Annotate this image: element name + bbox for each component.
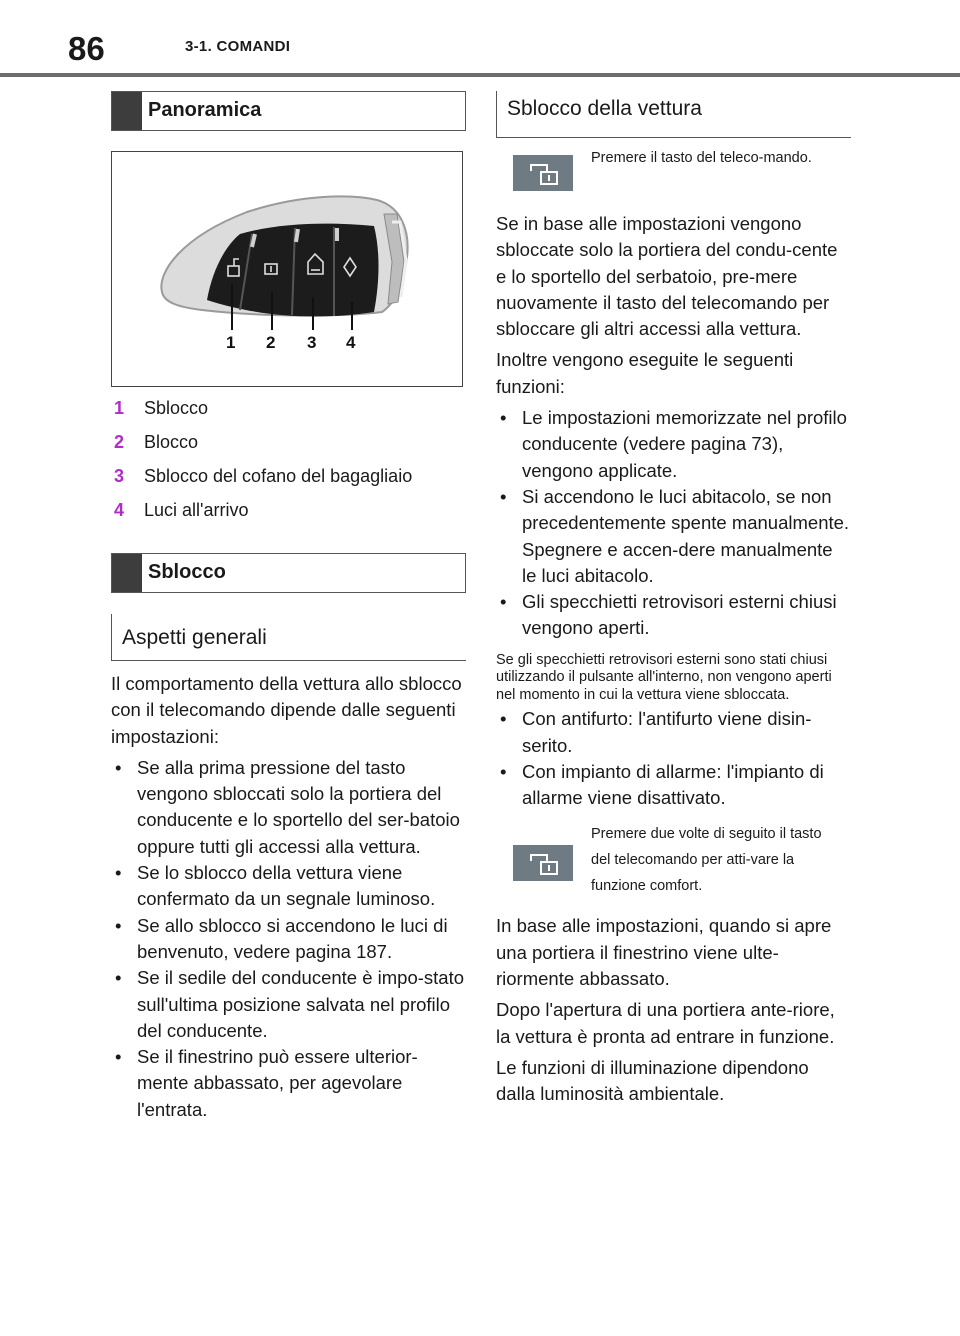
legend-label: Sblocco — [144, 398, 209, 418]
list-item: • Se il finestrino può essere ulterior-mente abbassato, per agevolare l'entrata. — [111, 1044, 466, 1123]
list-item: • Si accendono le luci abitacolo, se non precedentemente spente manualmente. Spegnere e accen-dere manualmente le luci abitacolo. — [496, 484, 851, 589]
legend-number: 1 — [114, 398, 125, 418]
list-item: • Gli specchietti retrovisori esterni chiusi vengono aperti. — [496, 589, 851, 642]
intro-paragraph: Il comportamento della vettura allo sblocco con il telecomando dipende dalle seguenti impostazioni: — [111, 673, 462, 747]
callout-2: 2 — [266, 333, 276, 352]
alarm-list — [496, 706, 851, 811]
callout-1: 1 — [226, 333, 236, 352]
legend-item — [111, 463, 466, 497]
right-column — [496, 91, 851, 1113]
paragraph: Le funzioni di illuminazione dipendono dalla luminosità ambientale. — [496, 1056, 809, 1105]
key-instruction-text: Premere due volte di seguito il tasto del telecomando per atti-vare la funzione comfort. — [591, 826, 822, 895]
section-title: Sblocco — [148, 561, 226, 583]
paragraph: Inoltre vengono eseguite le seguenti funzioni: — [496, 349, 794, 397]
list-item: • Se lo sblocco della vettura viene confermato da un segnale luminoso. — [111, 860, 466, 913]
callout-4: 4 — [346, 333, 356, 352]
subsection-aspetti-generali — [111, 614, 466, 661]
subsection-title: Sblocco della vettura — [507, 97, 702, 120]
key-instruction — [496, 821, 851, 905]
key-fob-illustration — [112, 152, 462, 386]
left-column — [111, 91, 466, 1123]
paragraph: Se in base alle impostazioni vengono sbloccate solo la portiera del condu-cente e lo sportello del serbatoio, pre-mere nuovamente il tasto del telecomando per sbloccare gli altri accessi alla vettura. — [496, 213, 838, 340]
list-item: • Se il sedile del conducente è impo-stato sull'ultima posizione salvata nel profilo del conducente. — [111, 965, 466, 1044]
section-title: Panoramica — [148, 99, 262, 121]
section-sblocco — [111, 553, 466, 593]
chapter-title: 3-1. COMANDI — [185, 38, 291, 55]
subsection-sblocco-vettura — [496, 91, 851, 138]
note-text: Se gli specchietti retrovisori esterni sono stati chiusi utilizzando il pulsante all'interno, non vengono aperti nel momento in cui la vettura viene sbloccata. — [496, 651, 832, 703]
legend-item — [111, 429, 466, 463]
list-item: • Le impostazioni memorizzate nel profilo conducente (vedere pagina 73), vengono applicate. — [496, 405, 851, 484]
key-fob-figure — [111, 151, 463, 387]
unlock-key-icon — [513, 845, 573, 881]
list-item: • Con antifurto: l'antifurto viene disin-serito. — [496, 706, 851, 759]
settings-list — [111, 755, 466, 1123]
list-item: • Se allo sblocco si accendono le luci di benvenuto, vedere pagina 187. — [111, 913, 466, 966]
page-number: 86 — [68, 30, 105, 67]
legend-label: Blocco — [144, 432, 199, 452]
key-instruction — [496, 145, 851, 205]
legend-item — [111, 395, 466, 429]
legend-number: 2 — [114, 432, 125, 452]
subsection-title: Aspetti generali — [122, 626, 267, 649]
legend-label: Sblocco del cofano del bagagliaio — [144, 466, 413, 486]
legend-label: Luci all'arrivo — [144, 500, 249, 520]
header-divider — [0, 73, 960, 77]
unlock-key-icon — [513, 155, 573, 191]
legend-item — [111, 497, 466, 531]
section-panoramica — [111, 91, 466, 131]
legend-number: 3 — [114, 466, 125, 486]
functions-list — [496, 405, 851, 642]
list-item: • Se alla prima pressione del tasto vengono sbloccati solo la portiera del conducente e lo sportello del ser-batoio oppure tutti gli accessi alla vettura. — [111, 755, 466, 860]
paragraph: Dopo l'apertura di una portiera ante-riore, la vettura è pronta ad entrare in funzione. — [496, 999, 835, 1047]
list-item: • Con impianto di allarme: l'impianto di allarme viene disattivato. — [496, 759, 851, 812]
legend-number: 4 — [114, 500, 125, 520]
figure-legend — [111, 395, 466, 531]
callout-3: 3 — [307, 333, 317, 352]
key-instruction-text: Premere il tasto del teleco-mando. — [591, 150, 812, 166]
paragraph: In base alle impostazioni, quando si apre una portiera il finestrino viene ulte-riormente abbassato. — [496, 915, 832, 990]
